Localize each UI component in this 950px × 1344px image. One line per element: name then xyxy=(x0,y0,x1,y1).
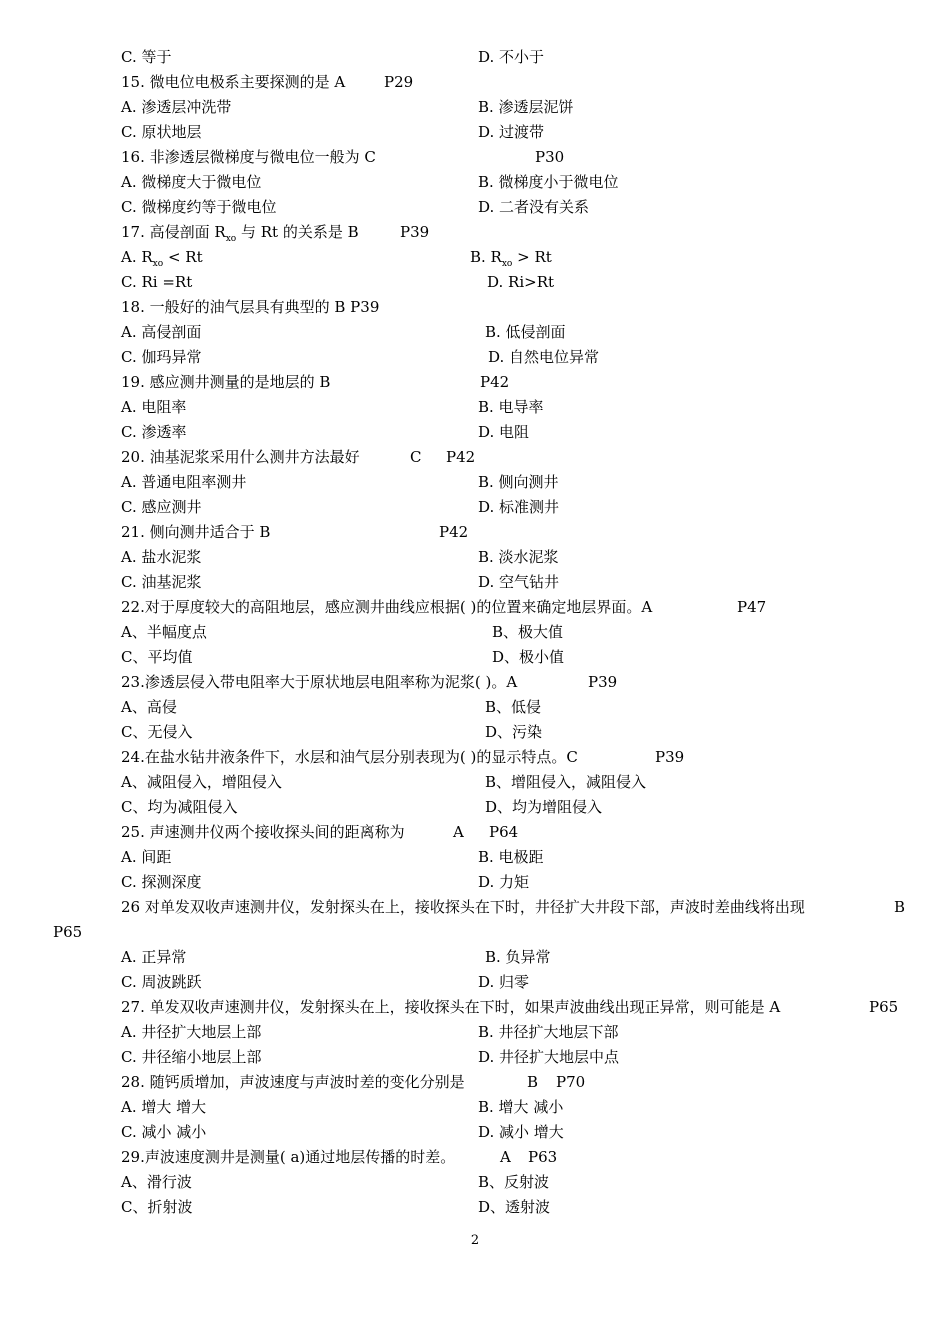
option-line: A. 盐水泥浆 B. 淡水泥浆 xyxy=(121,548,559,566)
question-line: 26 对单发双收声速测井仪，发射探头在上，接收探头在下时，井径扩大井段下部，声波时差曲线将出现 B xyxy=(121,898,906,916)
option-line: C. 伽玛异常 D. 自然电位异常 xyxy=(121,348,600,366)
option-line: A、高侵 B、低侵 xyxy=(121,698,542,716)
option-line: C. 油基泥浆 D. 空气钻井 xyxy=(121,573,560,591)
page-number: 2 xyxy=(470,1233,480,1248)
question-line: 15. 微电位电极系主要探测的是 A P29 xyxy=(121,73,414,91)
question-line: 18. 一般好的油气层具有典型的 B P39 xyxy=(121,298,380,316)
question-line: 21. 侧向测井适合于 B P42 xyxy=(121,523,469,541)
question-line: 22.对于厚度较大的高阻地层，感应测井曲线应根据( )的位置来确定地层界面。A P47 xyxy=(121,598,767,616)
question-line: 28. 随钙质增加，声波速度与声波时差的变化分别是 B P70 xyxy=(121,1073,586,1091)
question-line-continued: P65 xyxy=(53,923,83,941)
option-line: C、折射波 D、透射波 xyxy=(121,1198,551,1216)
option-line: C、无侵入 D、污染 xyxy=(121,723,543,741)
option-line: A、半幅度点 B、极大值 xyxy=(121,623,564,641)
option-line: C. 井径缩小地层上部 D. 井径扩大地层中点 xyxy=(121,1048,620,1066)
option-line: C. 周波跳跃 D. 归零 xyxy=(121,973,530,991)
option-line: C. 微梯度约等于微电位 D. 二者没有关系 xyxy=(121,198,590,216)
option-line: A. 间距 B. 电极距 xyxy=(121,848,544,866)
option-line: A. 普通电阻率测井 B. 侧向测井 xyxy=(121,473,559,491)
question-line: 23.渗透层侵入带电阻率大于原状地层电阻率称为泥浆( )。A P39 xyxy=(121,673,618,691)
option-line: C. Ri =Rt D. Ri>Rt xyxy=(121,273,555,291)
option-line: A. 渗透层冲洗带 B. 渗透层泥饼 xyxy=(121,98,574,116)
option-line: C. 渗透率 D. 电阻 xyxy=(121,423,530,441)
option-line: A、减阻侵入，增阻侵入 B、增阻侵入，减阻侵入 xyxy=(121,773,647,791)
question-line: 19. 感应测井测量的是地层的 B P42 xyxy=(121,373,510,391)
question-line: 25. 声速测井仪两个接收探头间的距离称为 A P64 xyxy=(121,823,519,841)
question-line: 29.声波速度测井是测量( a)通过地层传播的时差。 A P63 xyxy=(121,1148,558,1166)
option-line: A. 井径扩大地层上部 B. 井径扩大地层下部 xyxy=(121,1023,619,1041)
option-line: A. 微梯度大于微电位 B. 微梯度小于微电位 xyxy=(121,173,619,191)
option-line: A. 增大 增大 B. 增大 减小 xyxy=(121,1098,564,1116)
option-line: C. 减小 减小 D. 减小 增大 xyxy=(121,1123,564,1141)
option-line: C. 原状地层 D. 过渡带 xyxy=(121,123,545,141)
option-line: A. 高侵剖面 B. 低侵剖面 xyxy=(121,323,566,341)
option-line: A. 正异常 B. 负异常 xyxy=(121,948,551,966)
question-line: 24.在盐水钻井液条件下，水层和油气层分别表现为( )的显示特点。C P39 xyxy=(121,748,685,766)
option-line: C. 等于 D. 不小于 xyxy=(121,48,545,66)
option-line: C、均为减阻侵入 D、均为增阻侵入 xyxy=(121,798,603,816)
option-line: C. 感应测井 D. 标准测井 xyxy=(121,498,560,516)
option-line: A. $R_{xo} < Rt$ B. $R_{xo} > Rt$ xyxy=(121,248,552,269)
question-line: 17. 高侵剖面 $R_{xo}$ 与 Rt 的关系是 B P39 xyxy=(121,223,430,244)
option-line: A、滑行波 B、反射波 xyxy=(121,1173,550,1191)
option-line: C. 探测深度 D. 力矩 xyxy=(121,873,530,891)
option-line: C、平均值 D、极小值 xyxy=(121,648,565,666)
question-line: 16. 非渗透层微梯度与微电位一般为 C P30 xyxy=(121,148,565,166)
question-line: 27. 单发双收声速测井仪，发射探头在上，接收探头在下时，如果声波曲线出现正异常，则可能是 A P65 xyxy=(121,998,899,1016)
question-line: 20. 油基泥浆采用什么测井方法最好 C P42 xyxy=(121,448,476,466)
option-line: A. 电阻率 B. 电导率 xyxy=(121,398,544,416)
